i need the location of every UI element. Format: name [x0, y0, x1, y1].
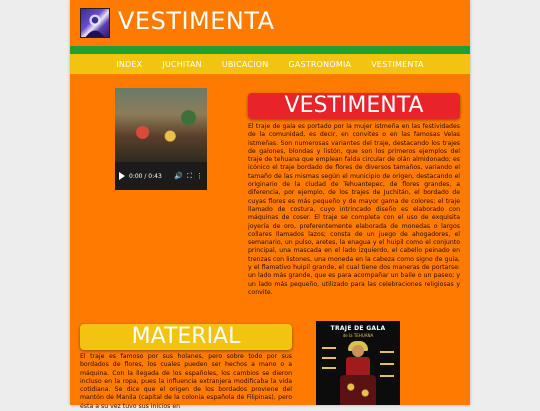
figure-skirt [340, 375, 376, 405]
nav-link-vestimenta[interactable]: VESTIMENTA [371, 59, 424, 69]
logo-graphic [81, 9, 109, 37]
nav-link-juchitan[interactable]: JUCHITAN [162, 59, 202, 69]
tehuana-portrait-icon[interactable] [80, 8, 110, 38]
poster-label-line [322, 357, 336, 359]
video-thumbnail[interactable] [115, 88, 207, 162]
header-divider-band [70, 46, 470, 54]
fullscreen-icon[interactable]: ⛶ [187, 171, 192, 180]
poster-title: TRAJE DE GALA [330, 325, 386, 332]
video-controls [115, 162, 207, 190]
figure-huipil [346, 357, 370, 377]
vestimenta-heading: VESTIMENTA [248, 93, 460, 119]
nav-link-gastronomia[interactable]: GASTRONOMIA [288, 59, 352, 69]
poster-subtitle: de la TEHUANA [342, 333, 374, 338]
play-icon[interactable] [119, 172, 125, 180]
main-nav [70, 54, 470, 74]
video-player[interactable] [115, 88, 207, 190]
video-time: 0:00 / 0:43 [129, 172, 162, 180]
figure-head [352, 345, 364, 357]
poster-label-line [380, 375, 394, 377]
tehuana-figure-icon [340, 343, 376, 405]
nav-link-ubicacion[interactable]: UBICACION [221, 59, 269, 69]
page-container [70, 0, 470, 410]
traje-de-gala-poster [316, 321, 400, 405]
material-heading: MATERIAL [80, 324, 292, 350]
volume-icon[interactable]: 🔊 [174, 172, 184, 180]
poster-label-line [380, 363, 394, 365]
nav-link-index[interactable]: INDEX [116, 59, 143, 69]
site-title: VESTIMENTA [118, 7, 275, 35]
poster-label-line [322, 367, 336, 369]
vestimenta-paragraph: El traje de gala es portado por la mujer istmeña en las festividades de la comunidad, es decir, en convites o en las famosas Velas istmeñas. Son numerosas variantes del traje, destacando los trajes de galones, blondas y listón, que son los primeros ejemplos del traje de tehuana que emplean falda circular de olán almidonado; es icónico el traje bordado de flores de diversos tamaños, variando el tamaño de las mismas según el municipio de origen, destacando el originario de la ciudad de Tehuantepec, de flores grandes, a diferencia, por ejemplo, de los trajes de Juchitán, el bordado de cuyas flores es más pequeño y de mayor gama de colores; el traje llamado de costura, cuyo intrincado diseño es elaborado con máquinas de coser. El traje se completa con el uso de exquisita joyería de oro, preferentemente elaborada de monedas o largos collares llamados lazos; consta de un juego de ahogadores, el semanario, un pulso, aretes, la enagua y el huipil como el conjunto principal, una mascada en el lado izquierdo, el cabello peinado en trenzas con listones, una moneda en la cabeza como signo de guía, y el flamativo huipil grande, el cual tiene dos maneras de portarse: un lado más grande, que es para acompañar un baile o un paseo; y un lado más pequeño, utilizado para las celebraciones religiosas y convite. [248, 123, 460, 296]
more-options-icon[interactable]: ⋮ [196, 172, 203, 180]
site-header [70, 0, 470, 46]
poster-label-line [322, 347, 336, 349]
material-paragraph: El traje es famoso por sus holanes, pero sobre todo por sus bordados de flores, los cuales pueden ser hechos a mano o a máquina. Con la llegada de los españoles, los cambios se dieron incluso en la ropa, pues la influencia extranjera modificaba la vida cotidiana. Se dice que el origen de los bordados proviene del mantón de Manila (capital de la colonia española de Filipinas), pero ésta a su vez tuvo sus inicios en [80, 353, 292, 410]
poster-label-line [380, 351, 394, 353]
